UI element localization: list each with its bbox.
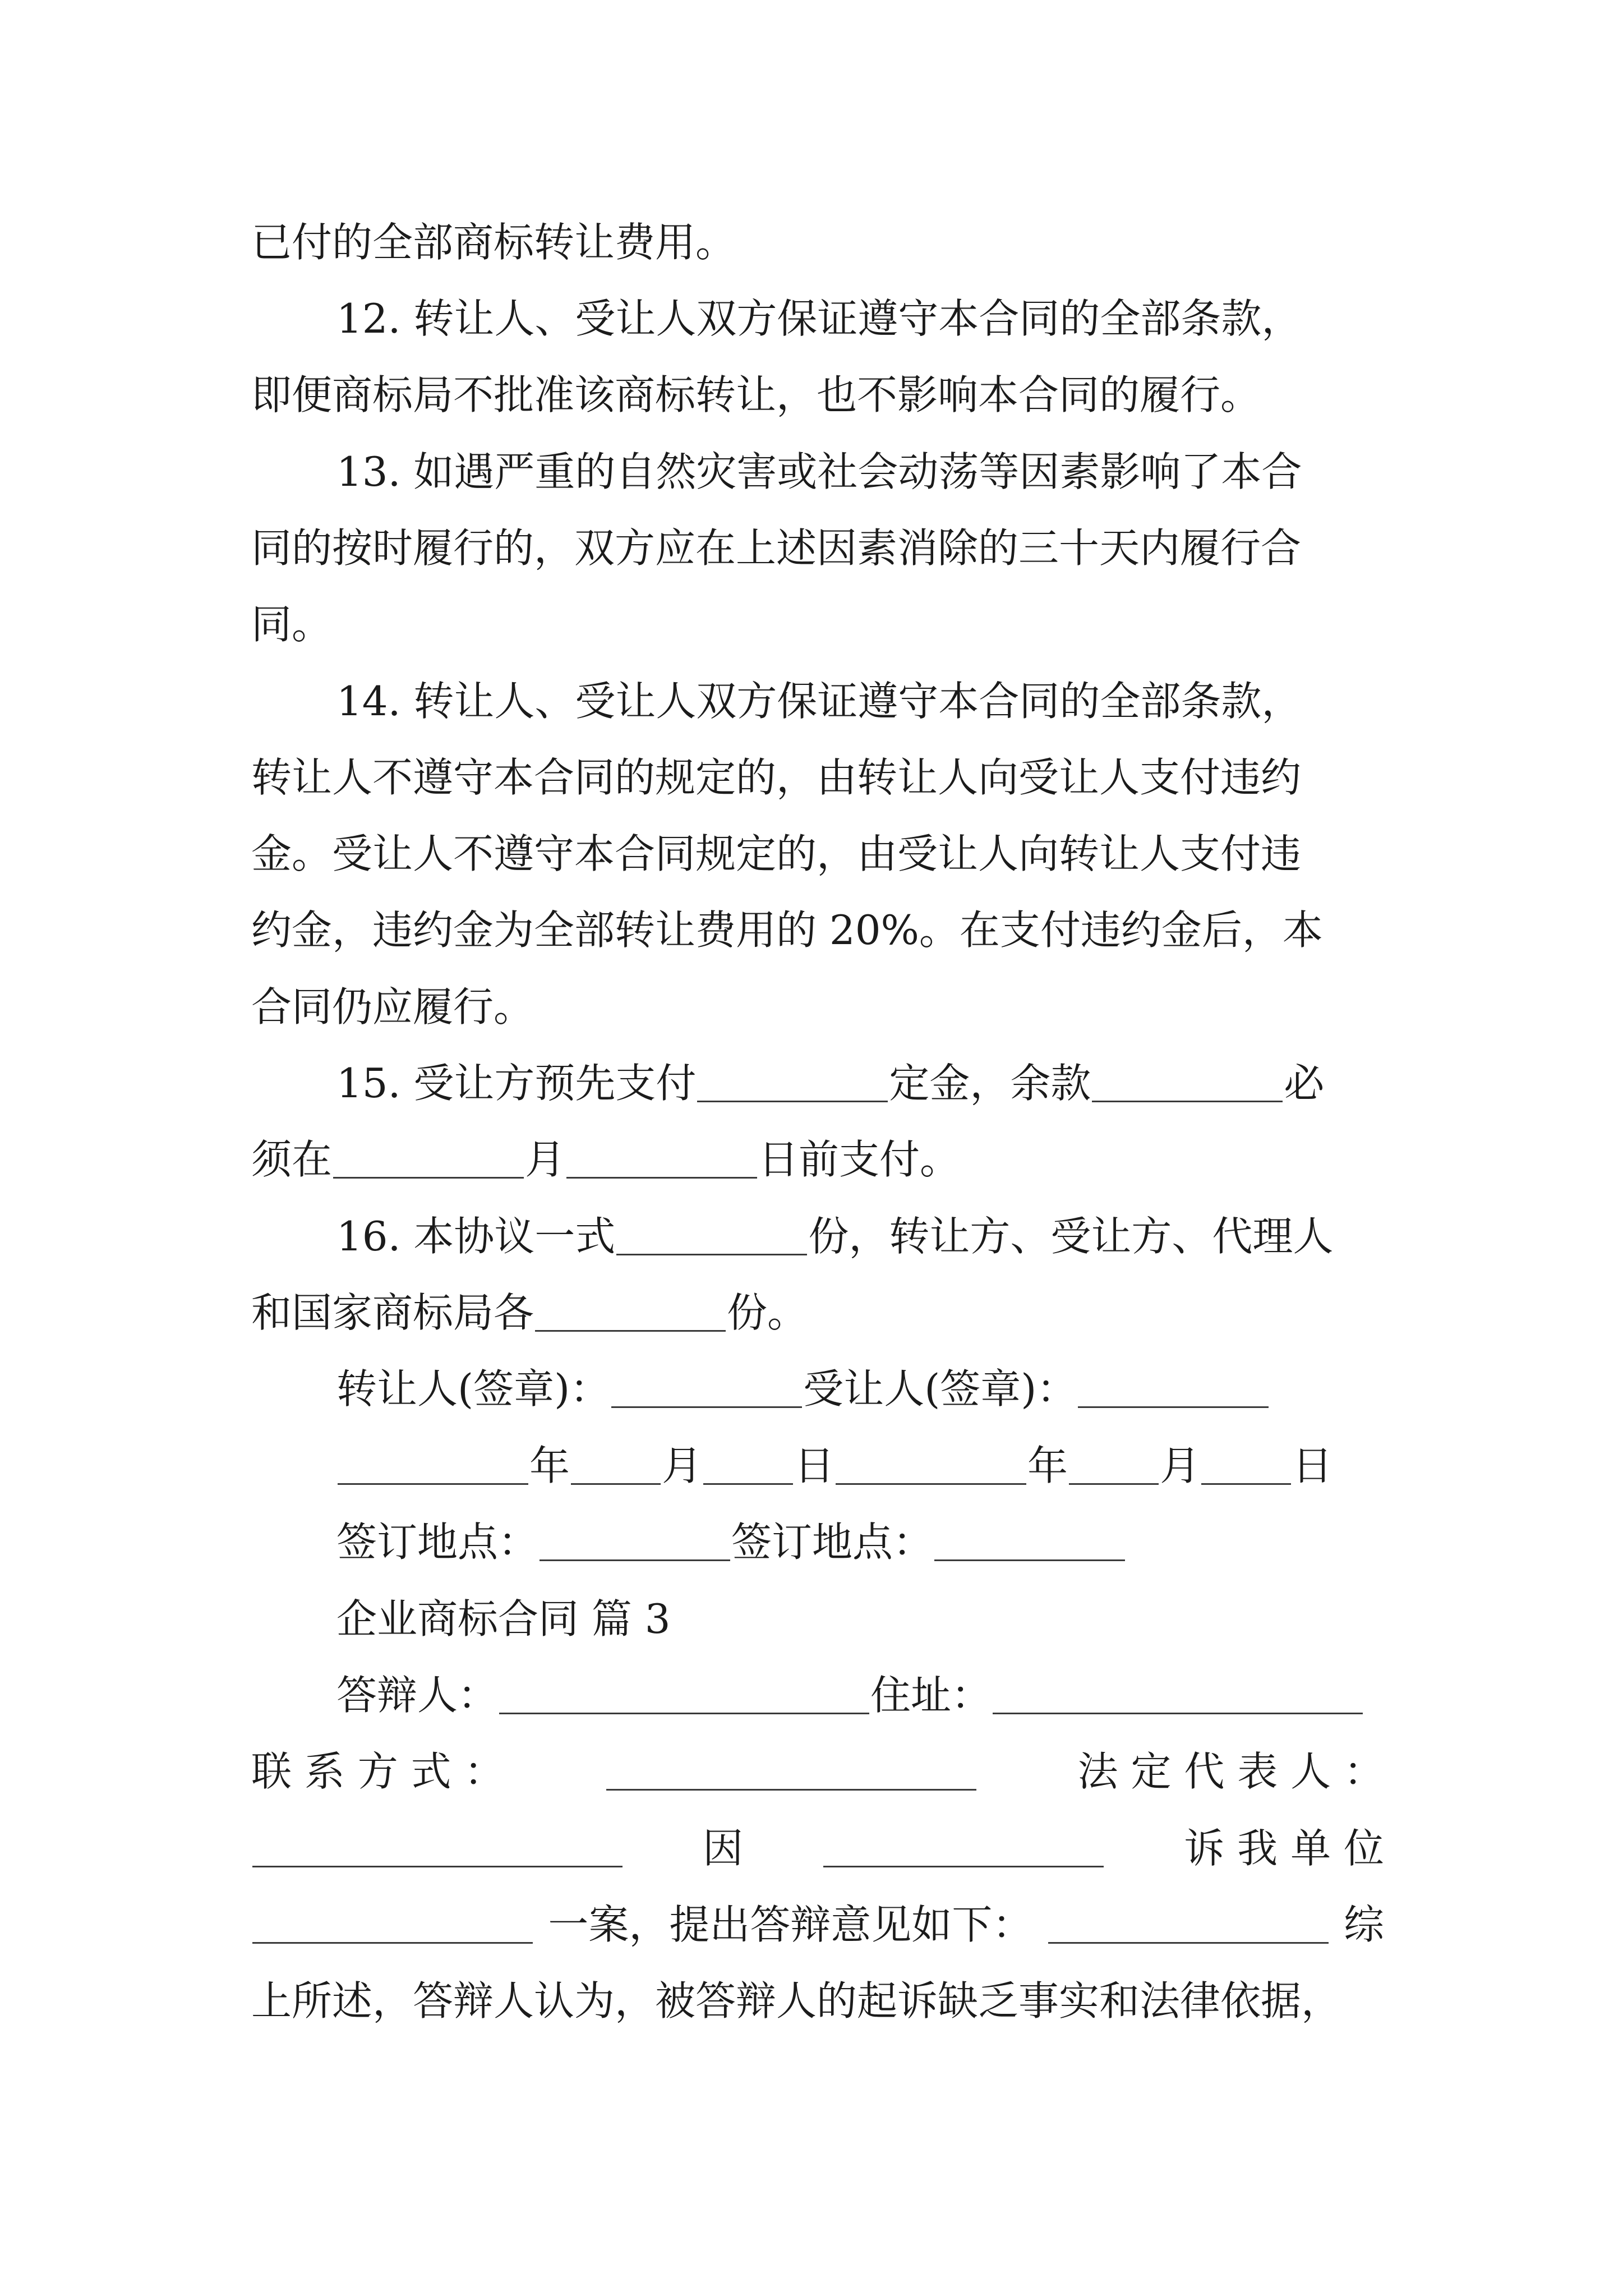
clause-15-line [336, 1052, 1384, 1114]
clause-15-prefix: 15. 受让方预先支付 [336, 1060, 697, 1107]
respondent-line [336, 1664, 1384, 1726]
clause-12-text: 12. 转让人、受让人双方保证遵守本合同的全部条款， [336, 295, 1302, 342]
month-blank[interactable] [1069, 1447, 1159, 1485]
clause-15-text: 须在 [251, 1136, 333, 1183]
clause-16-prefix: 16. 本协议一式 [336, 1213, 616, 1260]
opinion-blank[interactable] [1048, 1906, 1329, 1944]
text-line: 同。 [251, 601, 333, 648]
transferee-signature-label: 受让人(签章)： [803, 1365, 1077, 1412]
text-line: 金。受让人不遵守本合同规定的，由受让人向转让人支付违 [251, 830, 1302, 877]
address-blank[interactable] [993, 1677, 1363, 1714]
balance-blank[interactable] [1092, 1065, 1283, 1102]
because-label: 因 [703, 1825, 744, 1872]
legal-rep-blank[interactable] [252, 1830, 623, 1867]
day-blank[interactable] [566, 1141, 757, 1179]
place-line [336, 1511, 1384, 1573]
clause-16-text: 和国家商标局各 [251, 1289, 534, 1336]
case-label: 一案，提出答辩意见如下： [548, 1901, 1033, 1948]
section-heading: 企业商标合同 篇 3 [336, 1595, 671, 1642]
deposit-blank[interactable] [697, 1065, 888, 1102]
year-blank[interactable] [338, 1447, 528, 1485]
clause-15-deposit: 定金，余款 [889, 1060, 1091, 1107]
case-blank[interactable] [252, 1906, 533, 1944]
day-blank[interactable] [1201, 1447, 1291, 1485]
year-label: 年 [1027, 1442, 1068, 1489]
month-label: 月 [525, 1136, 566, 1183]
copies-blank[interactable] [616, 1218, 807, 1255]
clause-16-tail: 份。 [727, 1289, 808, 1336]
transferor-signature-label: 转让人(签章)： [336, 1365, 611, 1412]
place-blank[interactable] [934, 1524, 1125, 1561]
year-label: 年 [529, 1442, 570, 1489]
text-line: 即便商标局不批准该商标转让，也不影响本合同的履行。 [251, 371, 1261, 418]
cause-line [251, 1818, 1384, 1879]
clause-15-must: 必 [1284, 1060, 1325, 1107]
month-blank[interactable] [333, 1141, 524, 1179]
day-label: 日 [794, 1442, 835, 1489]
day-blank[interactable] [703, 1447, 793, 1485]
text-line: 同的按时履行的，双方应在上述因素消除的三十天内履行合 [251, 524, 1302, 572]
clause-16-line [336, 1205, 1384, 1267]
respondent-blank[interactable] [499, 1677, 869, 1714]
plaintiff-blank[interactable] [823, 1830, 1104, 1867]
address-label: 住址： [870, 1672, 992, 1719]
clause-16-line-2 [251, 1282, 1384, 1343]
legal-rep-label: 法 定 代 表 人 ： [1077, 1748, 1384, 1795]
text-line: 已付的全部商标转让费用。 [251, 219, 736, 266]
case-line [251, 1894, 1384, 1955]
text-line: 约金，违约金为全部转让费用的 20%。在支付违约金后，本 [251, 907, 1323, 954]
contact-label: 联 系 方 式 ： [251, 1748, 505, 1795]
clause-13-text: 13. 如遇严重的自然灾害或社会动荡等因素影响了本合 [336, 448, 1302, 495]
copies-each-blank[interactable] [535, 1294, 726, 1332]
contact-line [251, 1741, 1384, 1802]
clause-16-text: 份，转让方、受让方、代理人 [808, 1213, 1334, 1260]
transferee-signature-blank[interactable] [1078, 1370, 1269, 1408]
month-blank[interactable] [571, 1447, 661, 1485]
text-line: 合同仍应履行。 [251, 983, 534, 1030]
month-label: 月 [1160, 1442, 1201, 1489]
contact-blank[interactable] [606, 1753, 976, 1791]
clause-15-tail: 日前支付。 [758, 1136, 961, 1183]
clause-14-text: 14. 转让人、受让人双方保证遵守本合同的全部条款， [336, 678, 1302, 725]
place-label: 签订地点： [336, 1519, 539, 1566]
date-line [336, 1435, 1384, 1497]
place-label: 签订地点： [731, 1519, 934, 1566]
text-line [336, 288, 1384, 349]
respondent-label: 答辩人： [336, 1672, 499, 1719]
signature-line [336, 1358, 1384, 1420]
sues-label: 诉 我 单 位 [1184, 1825, 1384, 1872]
text-line: 转让人不遵守本合同的规定的，由转让人向受让人支付违约 [251, 754, 1302, 801]
conclusion-line: 上所述，答辩人认为，被答辩人的起诉缺乏事实和法律依据， [251, 1977, 1342, 2024]
month-label: 月 [662, 1442, 703, 1489]
clause-15-line-2 [251, 1129, 1384, 1190]
transferor-signature-blank[interactable] [611, 1370, 802, 1408]
year-blank[interactable] [836, 1447, 1026, 1485]
day-label: 日 [1292, 1442, 1333, 1489]
zong-label: 综 [1343, 1901, 1384, 1948]
place-blank[interactable] [540, 1524, 730, 1561]
